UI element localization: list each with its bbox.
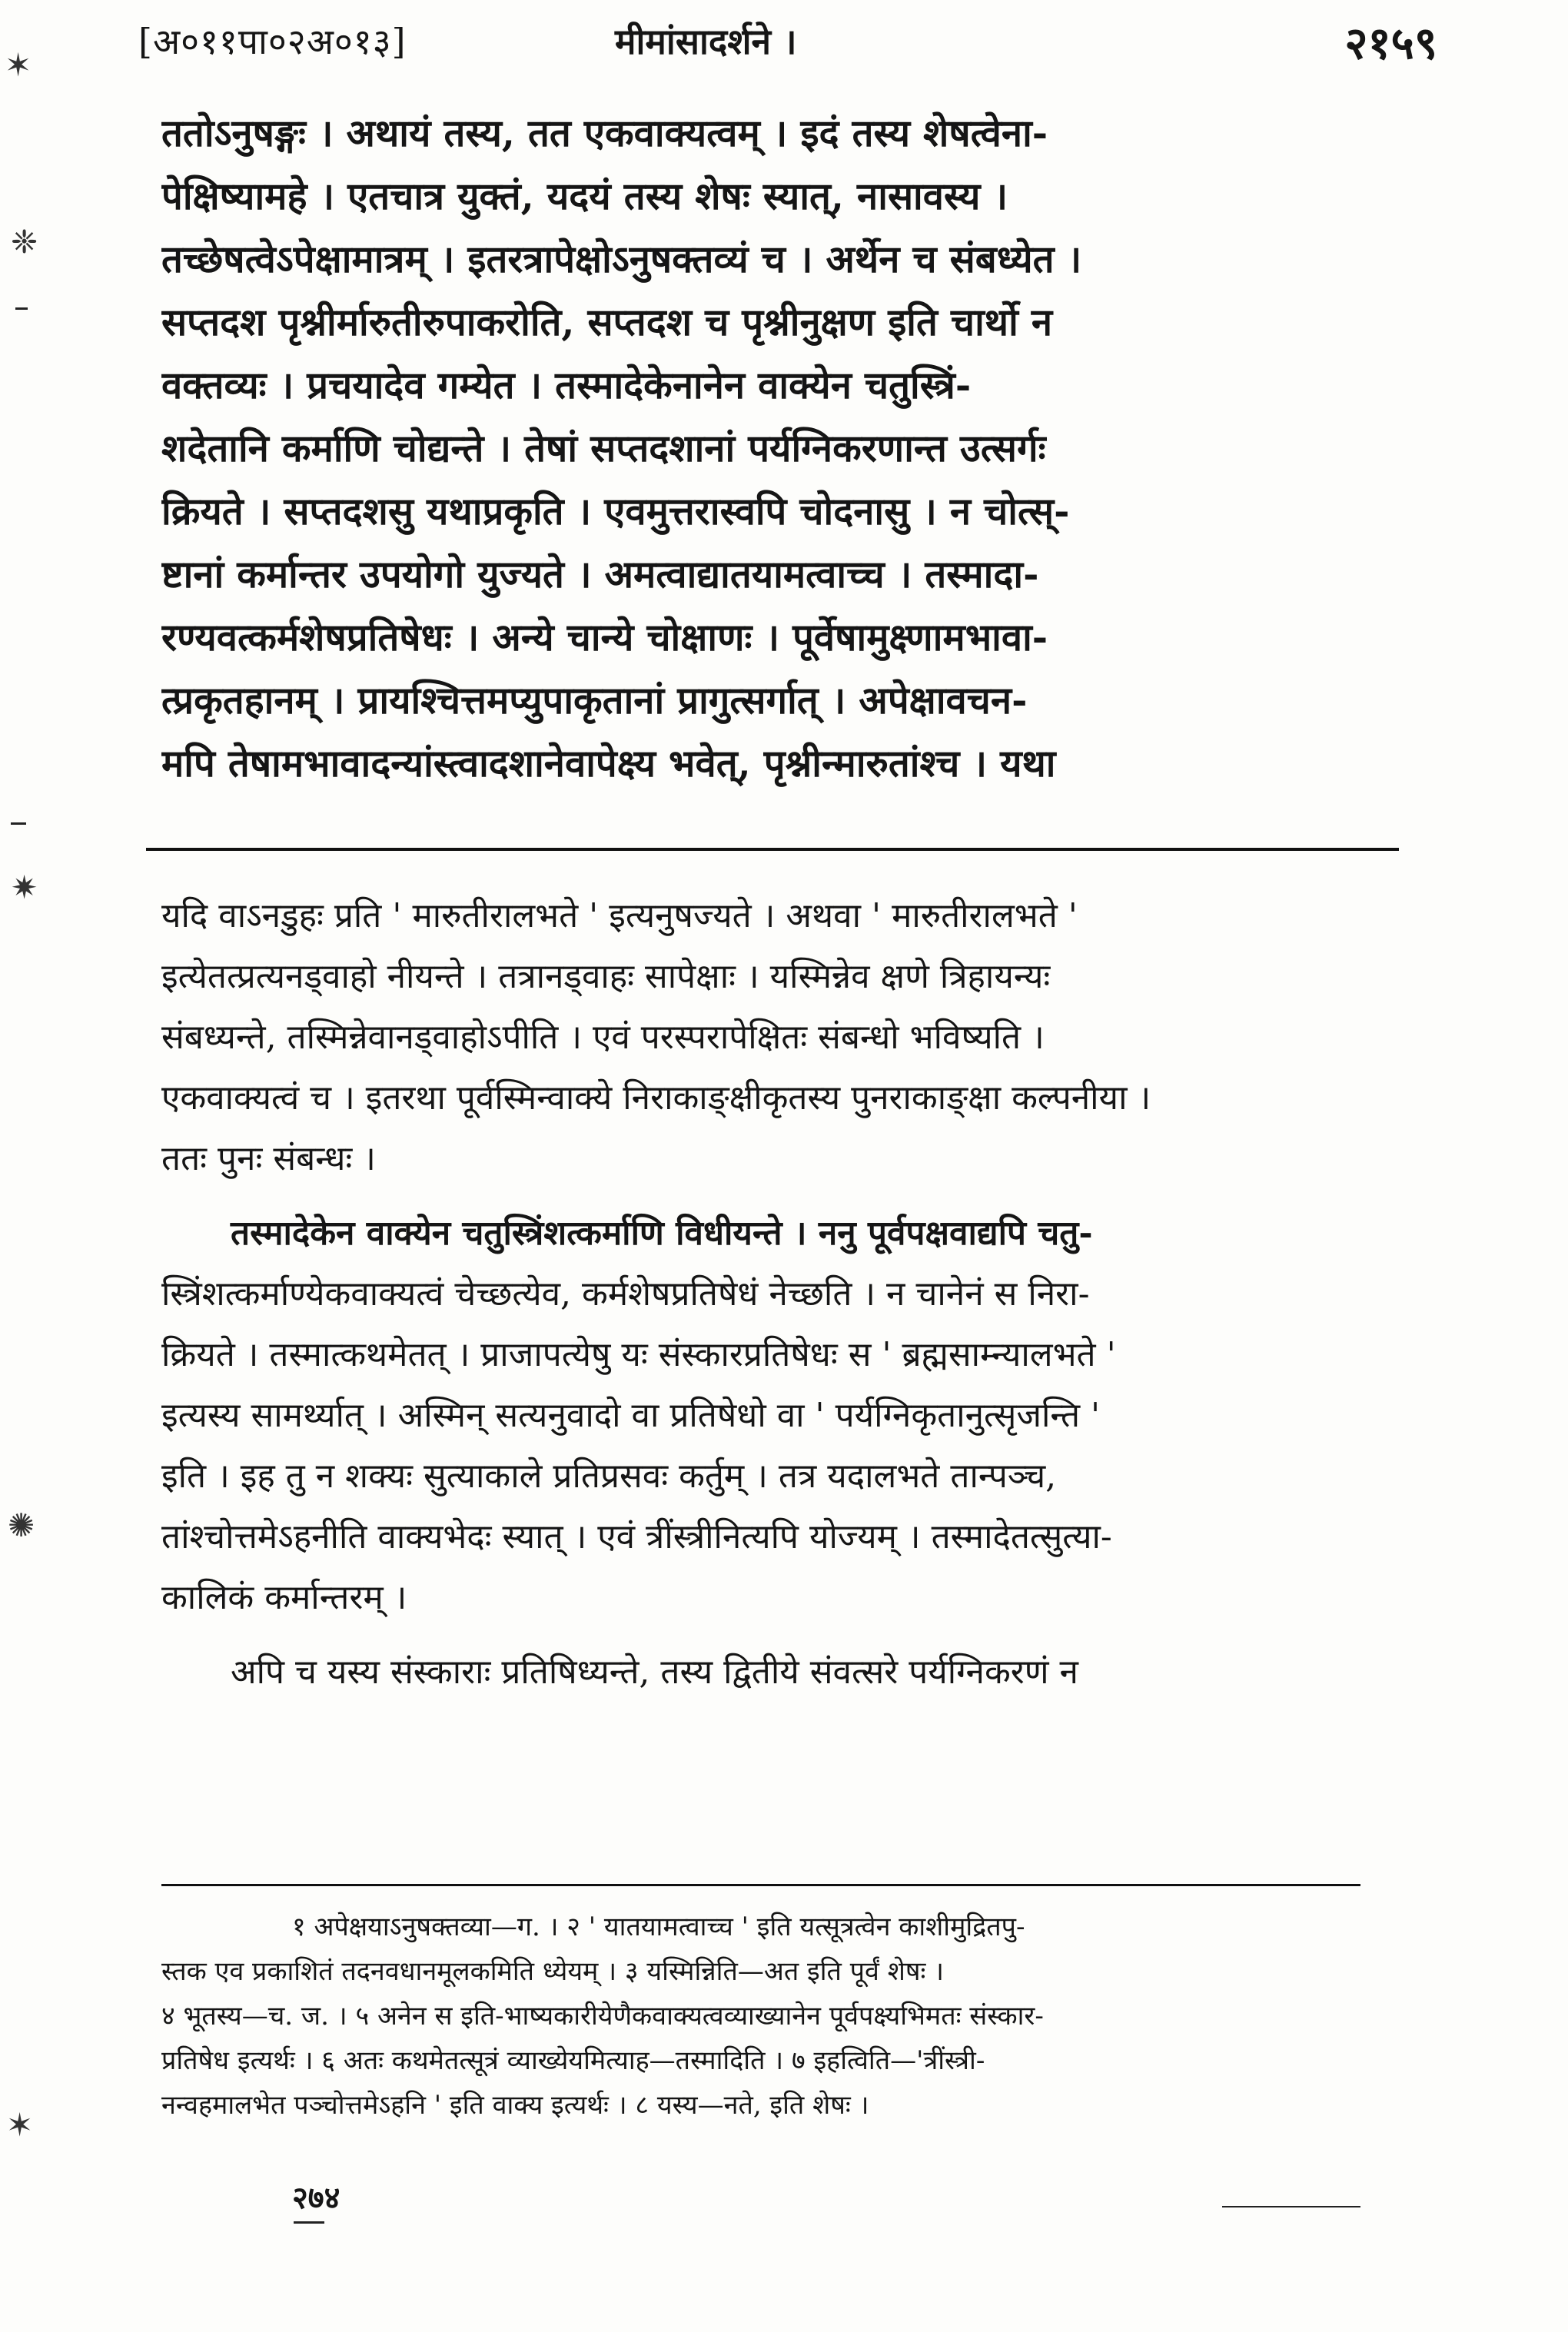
margin-speck: ✷ <box>11 869 38 906</box>
bottom-dashed-mark <box>1222 2206 1360 2207</box>
margin-speck: ✶ <box>5 46 32 84</box>
commentary-paragraph <box>161 885 1360 1189</box>
margin-speck: ✺ <box>8 1506 35 1544</box>
folio-underline <box>294 2221 324 2224</box>
header-title: मीमांसादर्शने । <box>615 21 797 62</box>
commentary-paragraph <box>161 1642 1360 1702</box>
commentary-line: संबध्यन्ते, तस्मिन्नेवानड्वाहोऽपीति । एवं परस्परापेक्षितः संबन्धो भविष्यति । <box>161 1018 1045 1057</box>
commentary-line: इत्येतत्प्रत्यनड्वाहो नीयन्ते । तत्रानड्वाहः सापेक्षाः । यस्मिन्नेव क्षणे त्रिहायन्यः <box>161 957 1051 996</box>
commentary-line: अपि च यस्य संस्काराः प्रतिषिध्यन्ते, तस्य द्वितीये संवत्सरे पर्यग्निकरणं न <box>231 1653 1078 1692</box>
commentary-line: तस्मादेकेन वाक्येन चतुस्त्रिंशत्कर्माणि विधीयन्ते । ननु पूर्वपक्षवाद्यपि चतु- <box>231 1214 1093 1253</box>
commentary-paragraph <box>161 1203 1360 1628</box>
commentary-block <box>161 885 1360 1716</box>
footnote-line: प्रतिषेध इत्यर्थः । ६ अतः कथमेतत्सूत्रं व्याख्येयमित्याह—तस्मादिति । ७ इहत्विति—'त्रींस्त्री- <box>161 2045 985 2076</box>
main-text-line: शदेतानि कर्माणि चोद्यन्ते । तेषां सप्तदशानां पर्यग्निकरणान्त उत्सर्गः <box>161 426 1046 470</box>
margin-speck: ❈ <box>11 223 38 261</box>
commentary-line: तांश्चोत्तमेऽहनीति वाक्यभेदः स्यात् । एवं त्रींस्त्रीनित्यपि योज्यम् । तस्मादेतत्सुत्या- <box>161 1517 1112 1556</box>
commentary-line: क्रियते । तस्मात्कथमेतत् । प्राजापत्येषु यः संस्कारप्रतिषेधः स ' ब्रह्मसाम्न्यालभते ' <box>161 1335 1116 1374</box>
commentary-line: ततः पुनः संबन्धः । <box>161 1139 376 1178</box>
footnote-line: १ अपेक्षयाऽनुषक्तव्या—ग. । २ ' यातयामत्वाच्च ' इति यत्सूत्रत्वेन काशीमुद्रितपु- <box>292 1912 1025 1942</box>
main-text-line: पेक्षिष्यामहे । एतचात्र युक्तं, यदयं तस्य शेषः स्यात्, नासावस्य । <box>161 174 1008 218</box>
commentary-line: एकवाक्यत्वं च । इतरथा पूर्वस्मिन्वाक्ये निराकाङ्क्षीकृतस्य पुनराकाङ्क्षा कल्पनीया । <box>161 1078 1151 1118</box>
main-text-line: त्प्रकृतहानम् । प्रायश्चित्तमप्युपाकृतानां प्रागुत्सर्गात् । अपेक्षावचन- <box>161 678 1028 723</box>
main-text-line: तच्छेषत्वेऽपेक्षामात्रम् । इतरत्रापेक्षोऽनुषक्तव्यं च । अर्थेन च संबध्येत । <box>161 237 1082 281</box>
main-commentary-divider <box>146 848 1399 851</box>
commentary-line: इति । इह तु न शक्यः सुत्याकाले प्रतिप्रसवः कर्तुम् । तत्र यदालभते तान्पञ्च, <box>161 1457 1057 1496</box>
main-text-line: वक्तव्यः । प्रचयादेव गम्येत । तस्मादेकेनानेन वाक्येन चतुस्त्रिं- <box>161 363 972 407</box>
running-header <box>138 6 1437 75</box>
margin-tick <box>11 822 26 825</box>
main-text-line: रण्यवत्कर्मशेषप्रतिषेधः । अन्ये चान्ये चोक्षाणः । पूर्वेषामुक्ष्णामभावा- <box>161 615 1048 659</box>
commentary-line: कालिकं कर्मान्तरम् । <box>161 1578 407 1617</box>
header-section-ref: [अ०११पा०२अ०१३] <box>138 21 407 62</box>
main-text-block <box>161 101 1360 795</box>
main-text-line: क्रियते । सप्तदशसु यथाप्रकृति । एवमुत्तरास्वपि चोदनासु । न चोत्स्- <box>161 489 1070 533</box>
footnote-divider <box>161 1884 1360 1886</box>
footnote-line: नन्वहमालभेत पञ्चोत्तमेऽहनि ' इति वाक्य इत्यर्थः । ८ यस्य—नते, इति शेषः । <box>161 2090 869 2121</box>
margin-speck: ✶ <box>6 2106 34 2144</box>
footnote-line: स्तक एव प्रकाशितं तदनवधानमूलकमिति ध्येयम् । ३ यस्मिन्निति—अत इति पूर्वं शेषः । <box>161 1956 945 1987</box>
main-text-line: सप्तदश पृश्नीर्मारुतीरुपाकरोति, सप्तदश च पृश्नीनुक्षण इति चार्थो न <box>161 300 1053 344</box>
main-text-line: ष्टानां कर्मान्तर उपयोगो युज्यते । अमत्वाद्यातयामत्वाच्च । तस्मादा- <box>161 552 1039 596</box>
page-number: २१५९ <box>1344 17 1437 69</box>
footnote-line: ४ भूतस्य—च. ज. । ५ अनेन स इति-भाष्यकारीयेणैकवाक्यत्वव्याख्यानेन पूर्वपक्ष्यभिमतः संस्कार- <box>161 2001 1044 2031</box>
commentary-line: इत्यस्य सामर्थ्यात् । अस्मिन् सत्यनुवादो वा प्रतिषेधो वा ' पर्यग्निकृतानुत्सृजन्ति ' <box>161 1396 1101 1435</box>
commentary-line: स्त्रिंशत्कर्माण्येकवाक्यत्वं चेच्छत्येव, कर्मशेषप्रतिषेधं नेच्छति । न चानेनं स निरा- <box>161 1274 1090 1314</box>
margin-tick <box>15 307 28 310</box>
footnotes-block <box>161 1905 1360 2128</box>
commentary-line: यदि वाऽनडुहः प्रति ' मारुतीरालभते ' इत्यनुषज्यते । अथवा ' मारुतीरालभते ' <box>161 896 1078 935</box>
main-text-line: मपि तेषामभावादन्यांस्त्वादशानेवापेक्ष्य भवेत्, पृश्नीन्मारुतांश्च । यथा <box>161 741 1056 786</box>
main-text-line: ततोऽनुषङ्गः । अथायं तस्य, तत एकवाक्यत्वम् । इदं तस्य शेषत्वेना- <box>161 111 1048 155</box>
signature-folio: २७४ <box>292 2180 341 2216</box>
